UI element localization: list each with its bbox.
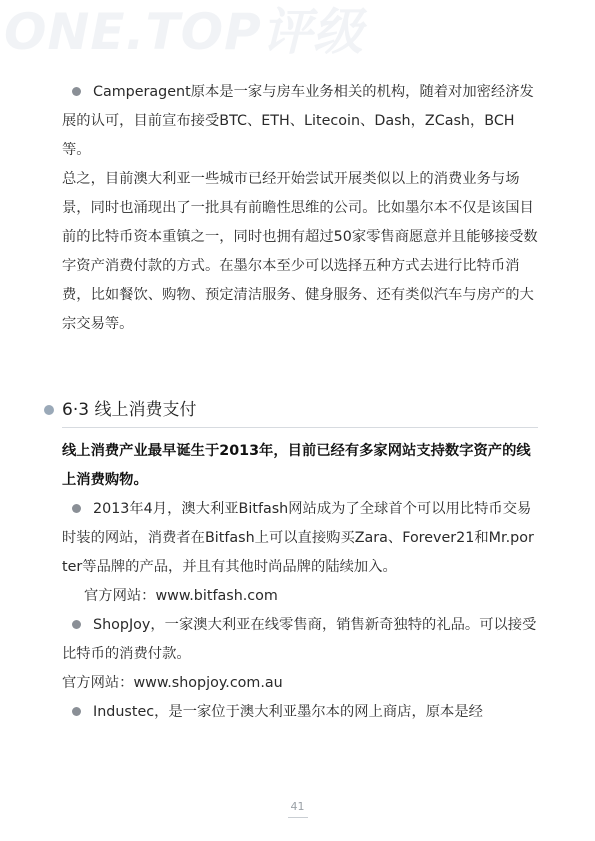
bitfash-text: 2013年4月，澳大利亚Bitfash网站成为了全球首个可以用比特币交易时装的网站，消费者在Bitfash上可以直接购买Zara、Forever21和Mr.porter等品牌的产品，并且有其他时尚品牌的陆续加入。 <box>62 501 534 575</box>
section-heading <box>62 393 538 427</box>
bitfash-website: 官方网站：www.bitfash.com <box>84 588 278 604</box>
bitfash-paragraph <box>62 495 538 582</box>
page-number: 41 <box>290 800 305 813</box>
section-title: 6·3 线上消费支付 <box>62 400 197 420</box>
industec-text: Industec，是一家位于澳大利亚墨尔本的网上商店，原本是经 <box>93 704 483 720</box>
bullet-icon <box>72 87 81 96</box>
shopjoy-paragraph <box>62 611 538 669</box>
bullet-icon <box>72 707 81 716</box>
bullet-icon <box>72 504 81 513</box>
spacer <box>62 339 538 393</box>
section-intro: 线上消费产业最早诞生于2013年，目前已经有多家网站支持数字资产的线上消费购物。 <box>62 443 531 488</box>
summary-paragraph: 总之，目前澳大利亚一些城市已经开始尝试开展类似以上的消费业务与场景，同时也涌现出了一批具有前瞻性思维的公司。比如墨尔本不仅是该国目前的比特币资本重镇之一，同时也拥有超过50家零售商愿意并且能够接受数字资产消费付款的方式。在墨尔本至少可以选择五种方式去进行比特币消费，比如餐饮、购物、预定清洁服务、健身服务、还有类似汽车与房产的大宗交易等。 <box>62 171 538 332</box>
camperagent-paragraph <box>62 78 538 165</box>
page-content <box>62 78 538 727</box>
section-bullet-icon <box>44 405 54 415</box>
shopjoy-text: ShopJoy，一家澳大利亚在线零售商，销售新奇独特的礼品。可以接受比特币的消费付款。 <box>62 617 537 662</box>
shopjoy-website: 官方网站：www.shopjoy.com.au <box>62 675 283 691</box>
section-divider <box>62 427 538 428</box>
page-number-underline <box>288 817 308 818</box>
industec-paragraph <box>62 698 538 727</box>
bullet-icon <box>72 620 81 629</box>
camperagent-text: Camperagent原本是一家与房车业务相关的机构，随着对加密经济发展的认可，目前宣布接受BTC、ETH、Litecoin、Dash，ZCash，BCH等。 <box>62 84 534 158</box>
watermark-logo: ONE.TOP评级 <box>4 3 364 61</box>
